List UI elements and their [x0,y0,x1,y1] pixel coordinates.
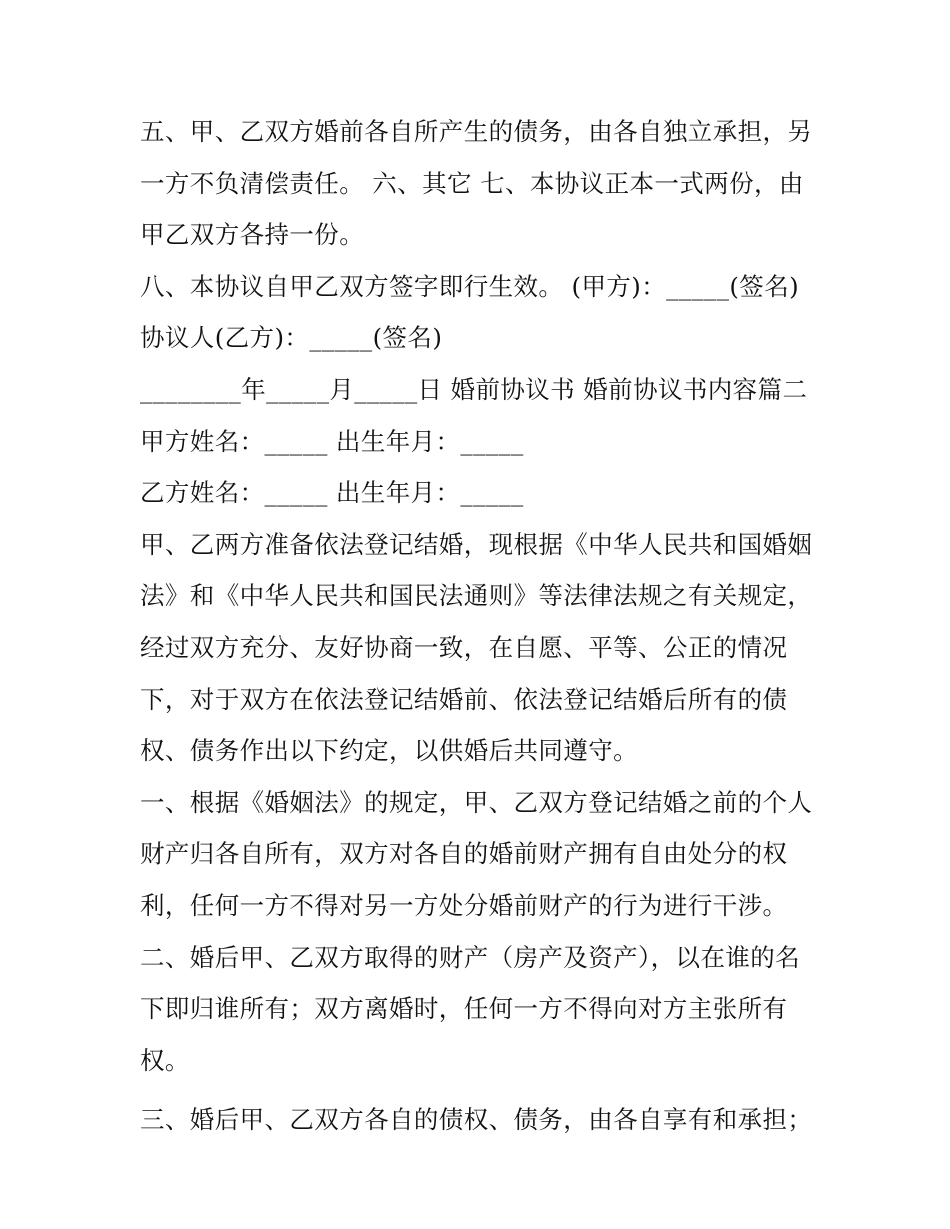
text-line: 二、婚后甲、乙双方取得的财产（房产及资产），以在谁的名 [140,942,801,972]
text-line: 一方不负清偿责任。 六、其它 七、本协议正本一式两份，由 [140,168,804,198]
text-line: 权。 [140,1045,190,1075]
text-line: 下即归谁所有；双方离婚时，任何一方不得向对方主张所有 [140,994,788,1024]
text-line: 五、甲、乙双方婚前各自所产生的债务，由各自独立承担，另 [140,117,813,146]
text-line: 乙方姓名：_____ 出生年月：_____ [140,478,524,508]
text-line: 财产归各自所有，双方对各自的婚前财产拥有自由处分的权 [140,839,788,869]
text-line: 利，任何一方不得对另一方处分婚前财产的行为进行干涉。 [140,890,788,920]
text-line: 一、根据《婚姻法》的规定，甲、乙双方登记结婚之前的个人 [140,787,813,817]
text-line: 八、本协议自甲乙双方签字即行生效。 (甲方)：_____(签名) [140,271,800,301]
document-body [140,106,820,1146]
text-line: 甲、乙两方准备依法登记结婚，现根据《中华人民共和国婚姻 [140,529,813,559]
text-line: ________年_____月_____日 婚前协议书 婚前协议书内容篇二 [140,374,808,404]
text-line: 甲方姓名：_____ 出生年月：_____ [140,426,524,456]
text-line: 甲乙双方各持一份。 [140,220,365,250]
text-line: 三、婚后甲、乙双方各自的债权、债务，由各自享有和承担； [140,1105,813,1135]
text-line: 下，对于双方在依法登记结婚前、依法登记结婚后所有的债 [140,684,788,714]
text-line: 权、债务作出以下约定，以供婚后共同遵守。 [140,736,638,766]
text-line: 经过双方充分、友好协商一致，在自愿、平等、公正的情况 [140,632,788,662]
paragraph-gap [140,1086,820,1094]
text-line: 协议人(乙方)：_____(签名) [140,323,443,353]
text-line: 法》和《中华人民共和国民法通则》等法律法规之有关规定， [140,581,813,611]
